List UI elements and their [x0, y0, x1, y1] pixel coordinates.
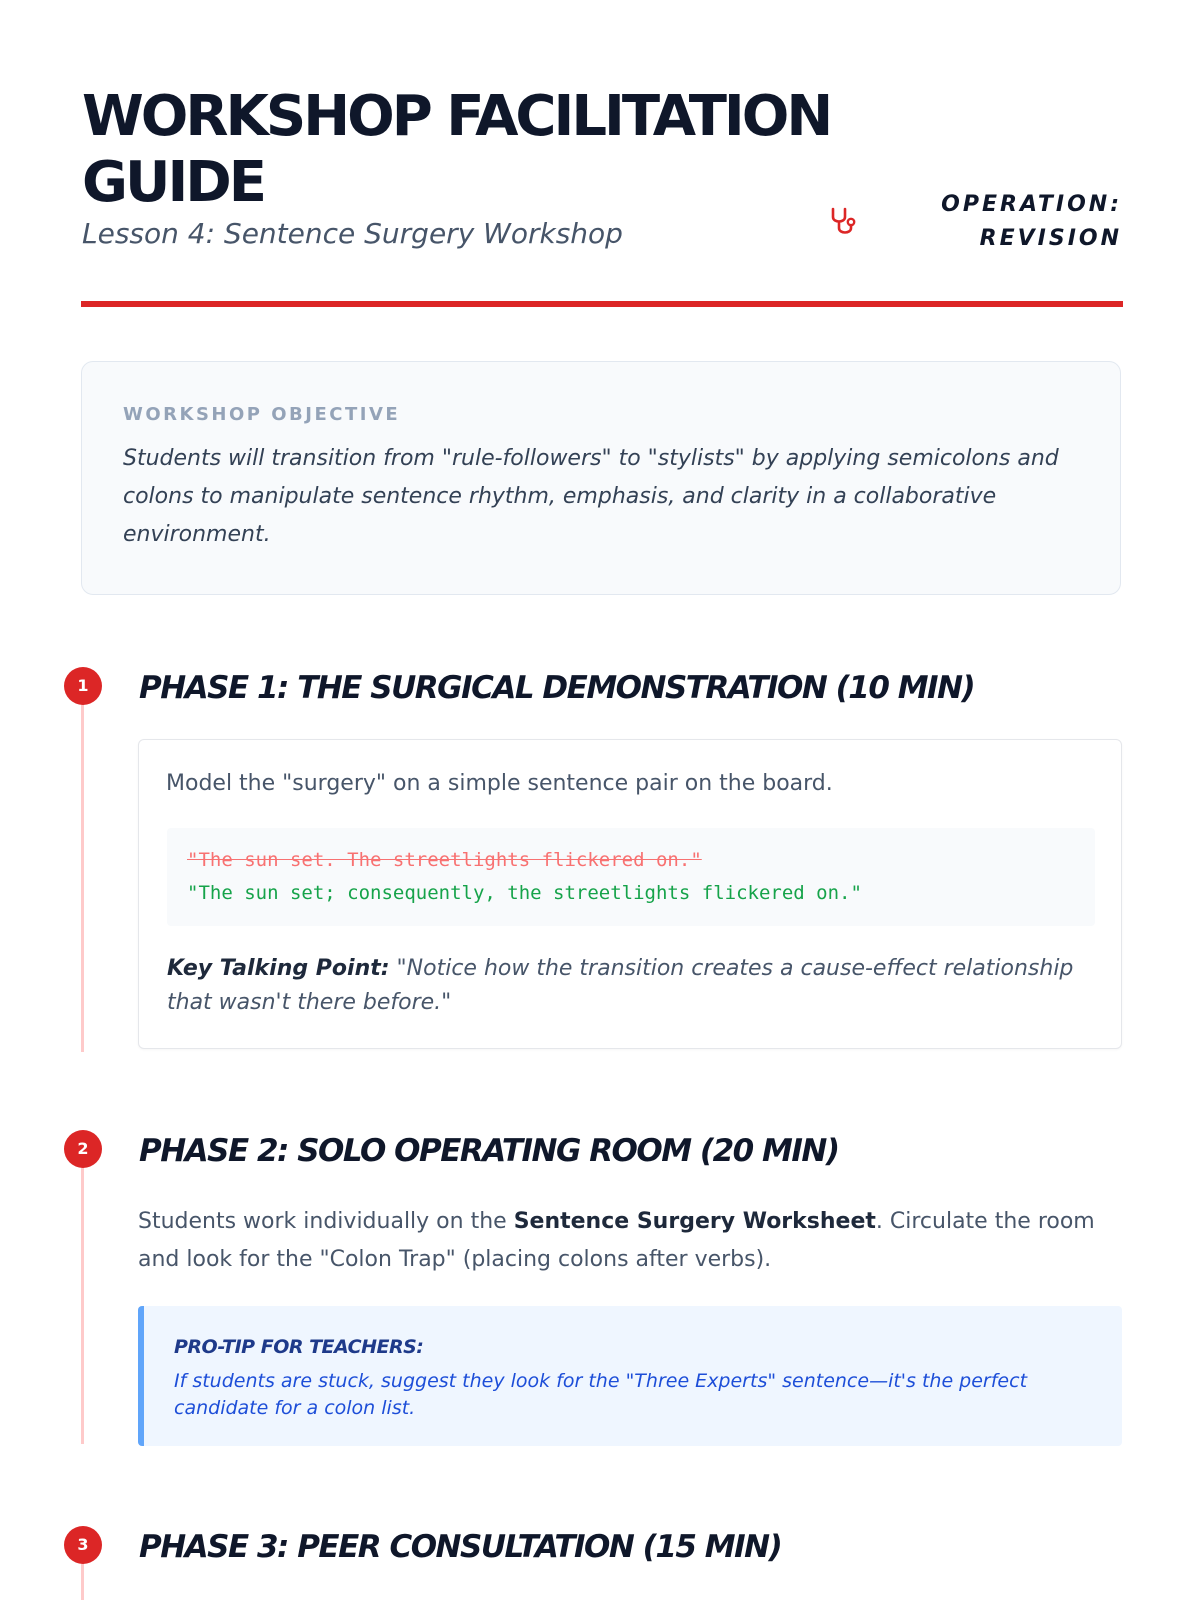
- phase-1-intro: Model the "surgery" on a simple sentence pair on the board.: [166, 771, 833, 796]
- phase-2-description: [138, 1203, 1128, 1279]
- phase-2-text-end: . Circulate the room and look for the "Colon Trap" (placing colons after verbs).: [138, 1209, 1095, 1272]
- objective-box: [81, 361, 1121, 595]
- header-divider: [81, 301, 1123, 307]
- stethoscope-icon: [828, 206, 858, 240]
- phase-1-card: [138, 739, 1122, 1049]
- code-before: "The sun set. The streetlights flickered on.": [187, 849, 702, 871]
- timeline-line-phase-2: [81, 1150, 84, 1444]
- objective-text: Students will transition from "rule-followers" to "stylists" by applying semicolons and colons to manipulate sentence rhythm, emphasis, and clarity in a collaborative environment.: [123, 446, 1059, 547]
- pro-tip-box: [138, 1306, 1122, 1446]
- code-example: [167, 828, 1095, 926]
- phase-1-number-badge: 1: [64, 667, 102, 705]
- page-title: WORKSHOP FACILITATION GUIDE: [82, 84, 831, 215]
- code-after: "The sun set; consequently, the streetlights flickered on.": [187, 882, 862, 904]
- phase-2-number-badge: 2: [64, 1130, 102, 1168]
- phase-2-text-start: Students work individually on the: [138, 1209, 514, 1234]
- talking-point-text: "Notice how the transition creates a cause-effect relationship that wasn't there before.": [167, 956, 1074, 1015]
- talking-point-label: Key Talking Point:: [167, 956, 390, 981]
- phase-3-number-badge: 3: [64, 1526, 102, 1564]
- phase-2-heading: PHASE 2: SOLO OPERATING ROOM (20 MIN): [139, 1133, 839, 1169]
- pro-tip-label: PRO-TIP FOR TEACHERS:: [174, 1336, 424, 1358]
- phase-3-heading: PHASE 3: PEER CONSULTATION (15 MIN): [139, 1529, 782, 1565]
- phase-1-heading: PHASE 1: THE SURGICAL DEMONSTRATION (10 MIN): [139, 670, 975, 706]
- page-subtitle: Lesson 4: Sentence Surgery Workshop: [82, 217, 623, 250]
- badge-line-2: REVISION: [979, 226, 1122, 251]
- worksheet-name: Sentence Surgery Worksheet: [513, 1209, 876, 1234]
- key-talking-point: [167, 952, 1097, 1020]
- operation-badge: [920, 188, 1122, 256]
- badge-line-1: OPERATION:: [941, 192, 1122, 217]
- timeline-line-phase-1: [81, 686, 84, 1052]
- pro-tip-text: If students are stuck, suggest they look for the "Three Experts" sentence—it's the perfect candidate for a colon list.: [174, 1370, 1028, 1419]
- objective-label: WORKSHOP OBJECTIVE: [123, 404, 401, 425]
